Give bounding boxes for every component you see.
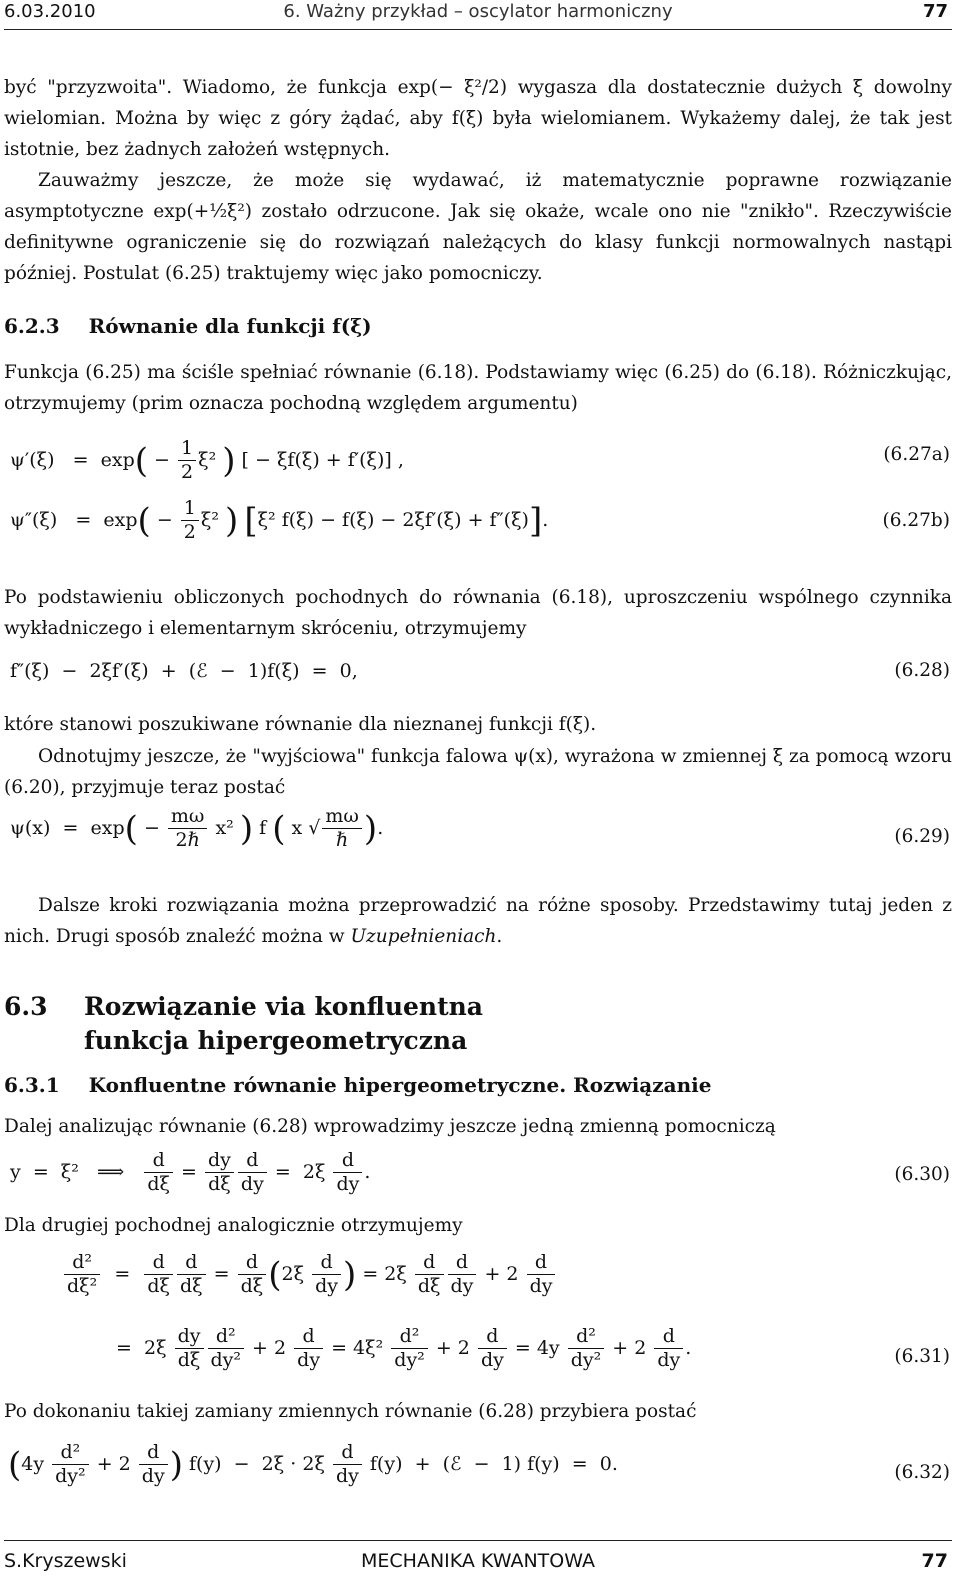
equation-number: (6.27b) (882, 510, 950, 531)
header-page-number: 77 (922, 1, 948, 22)
footer-title: MECHANIKA KWANTOWA (361, 1550, 595, 1572)
page-footer (4, 1540, 952, 1584)
equation-number: (6.29) (894, 826, 950, 847)
paragraph-7-text: Dalsze kroki rozwiązania można przeprowadzić na różne sposoby. Przedstawimy tutaj jeden z nich. Drugi sposób znaleźć można w (4, 895, 952, 947)
paragraph-1: być "przyzwoita". Wiadomo, że funkcja exp(− ξ²/2) wygasza dla dostatecznie dużych ξ dowolny wielomian. Można by więc z góry żądać, aby f(ξ) była wielomianem. Wykażemy dalej, że tak jest istotnie, bez żadnych założeń wstępnych. (4, 77, 952, 160)
section-heading-6-3-1 (4, 1073, 711, 1097)
paragraph-7-end: . (496, 926, 503, 947)
equation-6-27b: ψ″(ξ) = exp( − $\frac{1}{2}$ ξ² ) [ξ² f(ξ) − f(ξ) − 2ξf′(ξ) + f″(ξ)]. (6.27b) (10, 497, 950, 543)
equation-number: (6.31) (894, 1346, 950, 1367)
paragraph-2: Zauważmy jeszcze, że może się wydawać, iż matematycznie poprawne rozwiązanie asymptotyczne exp(+½ξ²) zostało odrzucone. Jak się okaże, wcale ono nie "znikło". Rzeczywiście definitywne ograniczenie się do rozwiązań należących do klasy funkcji normowalnych nastąpi później. Postulat (6.25) traktujemy więc jako pomocniczy. (4, 170, 952, 284)
paragraph-10: Po dokonaniu takiej zamiany zmiennych równanie (6.28) przybiera postać (4, 1401, 697, 1422)
footer-author: S.Kryszewski (4, 1550, 127, 1572)
section-heading-6-2-3 (4, 314, 372, 338)
section-title: Równanie dla funkcji f(ξ) (88, 314, 372, 338)
equation-6-31-line-2: = 2ξ $\frac{dy}{d\xi}$ $\frac{\text{d²}}{\text{dy²}}$ + 2 $\frac{d}{dy}$ = 4ξ² $\frac{\text{d²}}{\text{dy²}}$ + 2 $\frac{d}{dy}$ = 4y $\frac{\text{d²}}{\text{dy²}}$ + 2 $\frac{d}{dy}$ . (6.31) (116, 1325, 950, 1371)
section-number: 6.3.1 (4, 1073, 60, 1097)
section-title-line-1: Rozwiązanie via konfluentna (84, 992, 483, 1021)
equation-6-28: f″(ξ) − 2ξf′(ξ) + (ℰ − 1)f(ξ) = 0, (6.28) (10, 660, 950, 682)
equation-6-29: ψ(x) = exp( − $\frac{m\omega}{\text{2ℏ}}$ x² ) f ( x √ $\frac{m\omega}{\text{ℏ}}$ ). (6.29) (10, 805, 950, 851)
document-page (4, 0, 952, 1584)
equation-6-27a: ψ′(ξ) = exp( − $\frac{1}{2}$ ξ² ) [ − ξf(ξ) + f′(ξ)] , (6.27a) (10, 437, 950, 483)
paragraph-7 (4, 890, 952, 952)
section-title: Konfluentne równanie hipergeometryczne. Rozwiązanie (88, 1073, 712, 1097)
paragraph-9: Dla drugiej pochodnej analogicznie otrzymujemy (4, 1215, 463, 1236)
equation-number: (6.27a) (883, 444, 950, 465)
equation-6-32: (4y $\frac{\text{d²}}{\text{dy²}}$ + 2 $\frac{d}{dy}$ ) f(y) − 2ξ · 2ξ $\frac{d}{dy}$ f(y) + (ℰ − 1) f(y) = 0. (6.32) (8, 1441, 950, 1487)
paragraph-5: które stanowi poszukiwane równanie dla nieznanej funkcji f(ξ). (4, 714, 597, 735)
header-rule (4, 29, 952, 30)
section-number: 6.2.3 (4, 314, 60, 338)
footer-page-number: 77 (921, 1550, 948, 1572)
footer-rule (4, 1540, 952, 1541)
equation-number: (6.28) (894, 660, 950, 681)
paragraph-3: Funkcja (6.25) ma ściśle spełniać równanie (6.18). Podstawiamy więc (6.25) do (6.18). Różniczkując, otrzymujemy (prim oznacza pochodną względem argumentu) (4, 362, 952, 414)
header-chapter: 6. Ważny przykład – oscylator harmoniczny (283, 1, 673, 22)
equation-number: (6.30) (894, 1164, 950, 1185)
equation-number: (6.32) (894, 1462, 950, 1483)
header-date: 6.03.2010 (4, 1, 96, 22)
paragraph-6: Odnotujmy jeszcze, że "wyjściowa" funkcja falowa ψ(x), wyrażona w zmiennej ξ za pomocą wzoru (6.20), przyjmuje teraz postać (4, 746, 953, 798)
equation-6-30: y = ξ² ⟹ $\frac{d}{d\xi}$ = $\frac{dy}{d\xi}$ $\frac{d}{dy}$ = 2ξ $\frac{d}{dy}$ . (6.30) (10, 1149, 950, 1195)
paragraph-4: Po podstawieniu obliczonych pochodnych do równania (6.18), uproszczeniu wspólnego czynnika wykładniczego i elementarnym skróceniu, otrzymujemy (4, 587, 952, 639)
section-title-line-2: funkcja hipergeometryczna (84, 1026, 468, 1055)
paragraph-7-emph: Uzupełnieniach (350, 926, 497, 947)
equation-6-31-line-1: $\frac{\text{d²}}{\text{dξ²}}$ = $\frac{d}{d\xi}$ $\frac{d}{d\xi}$ = $\frac{d}{d\xi}$ (2ξ $\frac{d}{dy}$ ) = 2ξ $\frac{d}{d\xi}$ $\frac{d}{dy}$ + 2 $\frac{d}{dy}$ (4, 1252, 952, 1310)
section-number: 6.3 (4, 992, 48, 1021)
page-header (4, 0, 952, 30)
paragraph-8: Dalej analizując równanie (6.28) wprowadzimy jeszcze jedną zmienną pomocniczą (4, 1116, 776, 1137)
section-heading-6-3 (4, 990, 483, 1055)
